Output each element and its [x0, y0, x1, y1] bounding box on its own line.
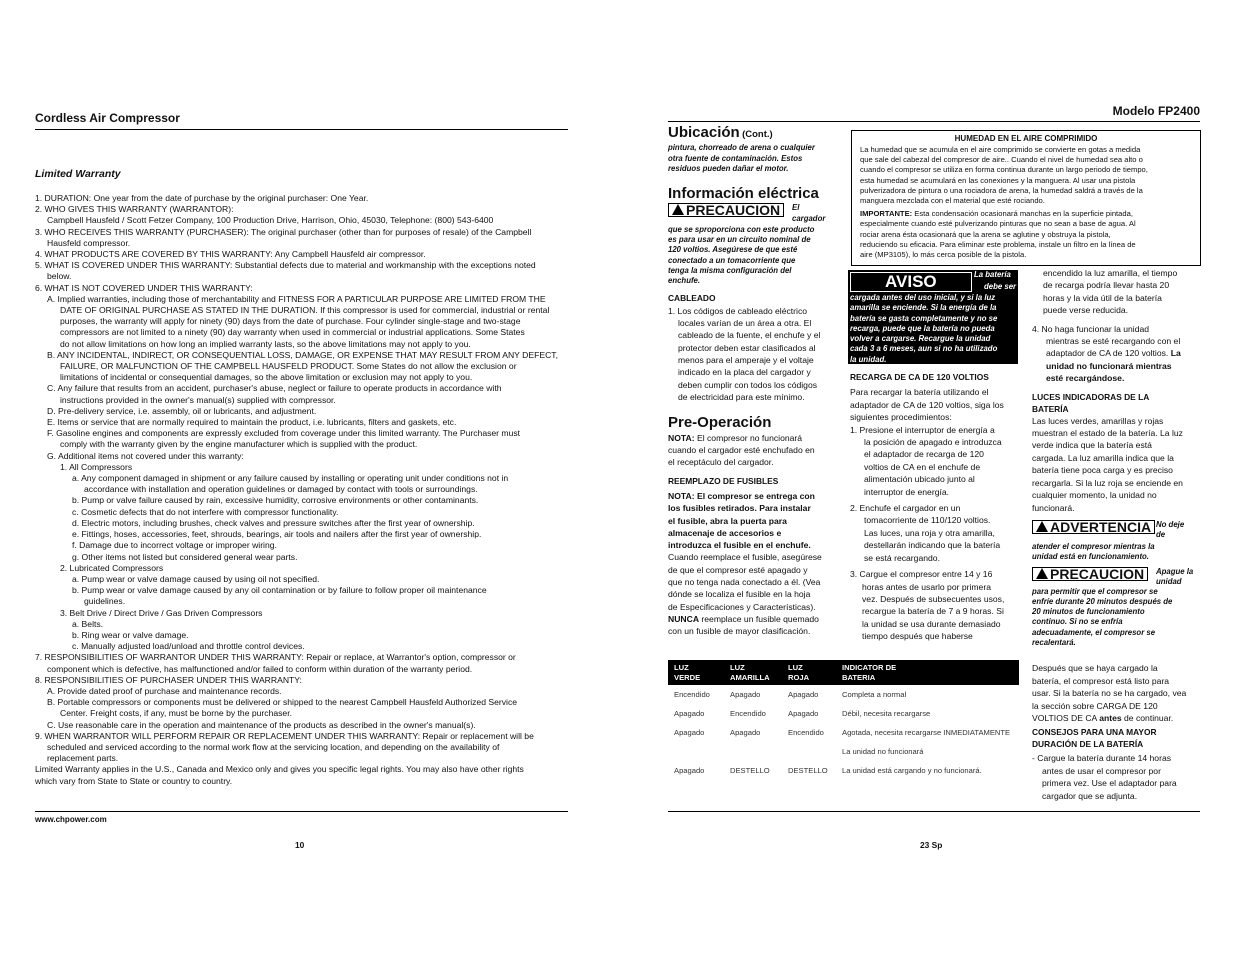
consejos-title: CONSEJOS PARA UNA MAYOR DURACIÓN DE LA BATERÍA	[1032, 727, 1157, 750]
recarga-step-2: 2. Enchufe el cargador en un tomacorriente de 110/120 voltios. Las luces, una roja y otra amarilla, destellarán indicando que la batería se está recargando.	[850, 503, 1001, 563]
warranty-line: 4. WHAT PRODUCTS ARE COVERED BY THIS WARRANTY: Any Campbell Hausfeld air compressor.	[35, 249, 426, 260]
warranty-line: below.	[47, 271, 72, 282]
aviso-text: cargada antes del uso inicial, y si la luz amarilla se enciende. Si la energía de la batería se gasta completamente y no se recarga, puede que la batería no pueda volver a cargarse. Recargue la unidad cada 3 a 6 meses, aun si no ha utilizado la unidad.	[850, 293, 998, 364]
recarga-title: RECARGA DE CA DE 120 VOLTIOS	[850, 372, 989, 382]
table-header-amarilla: LUZ AMARILLA	[724, 660, 782, 685]
luces-title: LUCES INDICADORAS DE LA BATERÍA	[1032, 391, 1150, 414]
warranty-line: 6. WHAT IS NOT COVERED UNDER THIS WARRANTY:	[35, 282, 253, 293]
table-header-row	[668, 660, 1019, 685]
warranty-line: Hausfeld compressor.	[47, 237, 131, 248]
table-header-indicator: INDICATOR DE BATERIA	[836, 660, 1019, 685]
col3-step-4: 4. No haga funcionar la unidad mientras se esté recargando con el adaptador de CA de 120 voltios. La unidad no funcionará mientras esté recargándose.	[1032, 323, 1181, 384]
col3-top-text: encendido la luz amarilla, el tiempo de recarga podría llevar hasta 20 horas y la vida útil de la batería puede verse reducida.	[1043, 268, 1178, 316]
warranty-line: e. Fittings, hoses, accessories, feet, shrouds, bearings, air tools and nailers after the first year of ownership.	[72, 529, 482, 540]
precaucion-1-row: PRECAUCION El cargador	[668, 203, 838, 225]
right-page-number: 23 Sp	[920, 840, 943, 850]
footer-url: www.chpower.com	[35, 815, 107, 824]
warranty-line: instructions provided in the owner's manual(s) supplied with compressor.	[60, 394, 336, 405]
table-header-verde: LUZ VERDE	[668, 660, 724, 685]
table-cell: Apagado	[674, 709, 705, 718]
info-electrica-title: Información eléctrica	[668, 185, 819, 203]
table-cell: DESTELLO	[788, 766, 828, 775]
warranty-line: A. Provide dated proof of purchase and maintenance records.	[47, 685, 282, 696]
column-1	[668, 124, 838, 638]
warranty-line: a. Belts.	[72, 618, 104, 629]
warranty-line: D. Pre-delivery service, i.e. assembly, oil or lubricants, and adjustment.	[47, 405, 317, 416]
table-row	[668, 742, 1019, 761]
warning-icon	[1036, 521, 1048, 532]
humedad-box	[851, 130, 1201, 266]
table-cell: Completa a normal	[842, 690, 907, 699]
warranty-line: 9. WHEN WARRANTOR WILL PERFORM REPAIR OR REPLACEMENT UNDER THIS WARRANTY: Repair or replacement will be	[35, 730, 534, 741]
table-cell: Apagado	[730, 728, 761, 737]
table-cell: Apagado	[730, 690, 761, 699]
warning-icon	[672, 204, 684, 215]
warranty-line: replacement parts.	[47, 753, 119, 764]
table-cell	[782, 742, 836, 761]
warranty-line: F. Gasoline engines and components are expressly excluded from coverage under this limited warranty. The Purchaser must	[47, 428, 521, 439]
recarga-step-3: 3. Cargue el compresor entre 14 y 16 horas antes de usarlo por primera vez. Después de subsecuentes usos, recargue la batería de 7 a 9 horas. Si la unidad se usa durante demasiado tiempo después que haberse	[850, 569, 1005, 642]
warranty-line: B. Portable compressors or components must be delivered or shipped to the nearest Campbell Hausfeld Authorized Service	[47, 697, 518, 708]
warranty-line: a. Any component damaged in shipment or any failure caused by installing or operating unit under conditions not in	[72, 473, 509, 484]
fusibles-title: REEMPLAZO DE FUSIBLES	[668, 475, 779, 486]
warranty-line: accordance with installation and operation guidelines or damaged by contact with tools or surroundings.	[84, 484, 478, 495]
warranty-line: 1. All Compressors	[60, 461, 133, 472]
table-row	[668, 704, 1019, 723]
warranty-line: FAILURE, OR MALFUNCTION OF THE CAMPBELL HAUSFELD PRODUCT. Some States do not allow the exclusion or	[60, 361, 517, 372]
right-header-title: Modelo FP2400	[1112, 104, 1200, 118]
table-cell: DESTELLO	[730, 766, 770, 775]
warranty-line: B. ANY INCIDENTAL, INDIRECT, OR CONSEQUENTIAL LOSS, DAMAGE, OR EXPENSE THAT MAY RESULT FROM ANY DEFECT,	[47, 349, 558, 360]
humedad-text: La humedad que se acumula en el aire comprimido se convierte en gotas a medida que sale del cabezal del compresor de aire.. Cuando el nivel de humedad sea alto o cuando el compresor se utiliza en forma continua durante un largo periodo de tiempo, esta humedad se acumulará en las conexiones y la manguera. Al usar una pistola pulverizadora de pintura o una rociadora de arena, la humedad saldrá a través de la manguera mezclada con el material que esté rociando. IMPORTANTE: Esta condensación ocasionará manchas en la superficie pintada, especialmente cuando esté pulverizando pinturas que no sean a base de agua. Al rociar arena ésta ocasionará que la arena se aglutine y obstruya la pistola, reduciendo su eficacia. Para eliminar este problema, instale un filtro en la línea de aire (MP3105), lo más cerca posible de la pistola.	[860, 145, 1148, 260]
table-cell	[668, 742, 724, 761]
ubicacion-title: Ubicación	[668, 124, 740, 141]
warranty-line: E. Items or service that are normally required to maintain the product, i.e. lubricants, filters and gaskets, etc.	[47, 417, 457, 428]
table-cell: La unidad está cargando y no funcionará.	[842, 766, 982, 775]
fusibles-text: NOTA: El compresor se entrega con los fusibles retirados. Para instalar el fusible, abra la puerta para almacenaje de accesorios e introduzca el fusible en el enchufe. Cuando reemplace el fusible, asegúrese de que el compresor esté apagado y que no tenga nada conectado a él. (Vea dónde se localiza el fusible en la hoja de Especificaciones y Características). NUNCA reemplace un fusible quemado con un fusible de mayor clasificación.	[668, 490, 822, 637]
table-header-roja: LUZ ROJA	[782, 660, 836, 685]
warranty-line: 3. WHO RECEIVES THIS WARRANTY (PURCHASER): The original purchaser (other than for purposes of resale) of the Campbell	[35, 226, 532, 237]
warranty-line: f. Damage due to incorrect voltage or improper wiring.	[72, 540, 277, 551]
left-header-rule	[35, 129, 568, 130]
warranty-line: 2. Lubricated Compressors	[60, 562, 164, 573]
table-cell: Agotada, necesita recargarse INMEDIATAMENTE	[842, 728, 1011, 737]
column-2	[850, 371, 1022, 643]
warranty-line: compressors are not limited to a ninety (90) day warranty when used in commercial or industrial applications. Some States	[60, 327, 525, 338]
right-footer-rule	[668, 811, 1200, 812]
table-cell: Encendido	[730, 709, 766, 718]
preop-nota: NOTA: El compresor no funcionará cuando el cargador esté enchufado en el receptáculo del cargador.	[668, 432, 815, 468]
precaucion-2-row: PRECAUCION Apague la unidad	[1032, 567, 1200, 587]
warranty-line: b. Pump or valve failure caused by rain, excessive humidity, corrosive environments or other contaminants.	[72, 495, 479, 506]
warranty-line: C. Any failure that results from an accident, purchaser's abuse, neglect or failure to operate products in accordance with	[47, 383, 502, 394]
warranty-list	[35, 193, 568, 787]
warranty-title: Limited Warranty	[35, 168, 121, 180]
right-page	[668, 0, 1200, 954]
precaucion-2-text: para permitir que el compresor se enfríe durante 20 minutos después de 20 minutos de funcionamiento continuo. Si no se enfría adecuadamente, el compresor se recalentará.	[1032, 586, 1173, 647]
warranty-line: which vary from State to State or country to country.	[35, 775, 233, 786]
warranty-line: 5. WHAT IS COVERED UNDER THIS WARRANTY: Substantial defects due to material and workmanship with the exceptions noted	[35, 260, 536, 271]
precaucion-badge-1: PRECAUCION	[668, 203, 784, 217]
table-row	[668, 761, 1019, 780]
left-page	[35, 0, 568, 954]
warranty-line: guidelines.	[84, 596, 126, 607]
warranty-line: limitations of incidental or consequential damages, so the above limitation or exclusion may not apply to you.	[60, 372, 473, 383]
warranty-line: scheduled and serviced according to the normal work flow at the servicing location, and depending on the availability of	[47, 741, 500, 752]
warranty-line: g. Other items not listed but considered general wear parts.	[72, 551, 298, 562]
warranty-line: 7. RESPONSIBILITIES OF WARRANTOR UNDER THIS WARRANTY: Repair or replace, at Warrantor's option, compressor or	[35, 652, 516, 663]
cableado-title: CABLEADO	[668, 293, 716, 304]
warranty-line: b. Pump wear or valve damage caused by any oil contamination or by failure to follow proper oil maintenance	[72, 585, 487, 596]
warranty-line: a. Pump wear or valve damage caused by using oil not specified.	[72, 573, 320, 584]
humedad-title: HUMEDAD EN EL AIRE COMPRIMIDO	[954, 134, 1098, 143]
aviso-badge: AVISO	[850, 272, 972, 292]
warranty-line: 3. Belt Drive / Direct Drive / Gas Driven Compressors	[60, 607, 263, 618]
warning-icon	[1036, 568, 1048, 579]
warranty-line: Limited Warranty applies in the U.S., Canada and Mexico only and gives you specific legal rights. You may also have other rights	[35, 764, 524, 775]
advertencia-badge: ADVERTENCIA	[1032, 520, 1155, 534]
table-row	[668, 685, 1019, 704]
consejos-text: - Cargue la batería durante 14 horas antes de usar el compresor por primera vez. Use el adaptador para cargador que se adjunta.	[1032, 753, 1177, 801]
warranty-line: b. Ring wear or valve damage.	[72, 629, 189, 640]
warranty-line: comply with the warranty given by the engine manufacturer which is supplied with the product.	[60, 439, 418, 450]
warranty-line: component which is defective, has malfunctioned and/or failed to conform within duration of the warranty period.	[47, 663, 473, 674]
precaucion-badge-2: PRECAUCION	[1032, 567, 1148, 581]
warranty-line: c. Cosmetic defects that do not interfere with compressor functionality.	[72, 506, 339, 517]
table-row	[668, 723, 1019, 742]
warranty-line: d. Electric motors, including brushes, check valves and pressure switches after the first year of ownership.	[72, 517, 475, 528]
advertencia-row: ADVERTENCIA No deje de	[1032, 520, 1200, 542]
warranty-line: A. Implied warranties, including those of merchantability and FITNESS FOR A PARTICULAR PURPOSE ARE LIMITED FROM THE	[47, 293, 546, 304]
left-page-number: 10	[295, 840, 305, 850]
left-header-title: Cordless Air Compressor	[35, 111, 180, 125]
warranty-line: Center. Freight costs, if any, must be borne by the purchaser.	[60, 708, 292, 719]
warranty-line: DATE OF ORIGINAL PURCHASE AS STATED IN THE DURATION. If this compressor is used for commercial, industrial or rental	[60, 305, 550, 316]
recarga-text: Para recargar la batería utilizando el adaptador de CA de 120 voltios, siga los siguientes procedimientos:	[850, 387, 1004, 423]
ubicacion-cont: (Cont.)	[742, 129, 773, 140]
warranty-line: c. Manually adjusted load/unload and throttle control devices.	[72, 641, 305, 652]
table-cell: Débil, necesita recargarse	[842, 709, 931, 718]
aviso-box: AVISO La batería debe ser cargada antes del uso inicial, y si la luz amarilla se enciende. Si la energía de la batería se gasta completamente y no se recarga, puede que la batería no pueda volver a cargarse. Recargue la unidad cada 3 a 6 meses, aun si no ha utilizado la unidad.	[850, 270, 1017, 364]
column-3	[1032, 267, 1200, 802]
left-footer-rule	[35, 811, 568, 812]
cableado-text: 1. Los códigos de cableado eléctrico locales varían de un área a otra. El cableado de la fuente, el enchufe y el protector deben estar clasificados al menos para el amperaje y el voltaje indicado en la placa del cargador y deben cumplir con todos los códigos de electricidad para este mínimo.	[668, 305, 821, 402]
warranty-line: 8. RESPONSIBILITIES OF PURCHASER UNDER THIS WARRANTY:	[35, 674, 302, 685]
warranty-line: Campbell Hausfeld / Scott Fetzer Company, 100 Production Drive, Harrison, Ohio, 45030, Telephone: (800) 543-6400	[47, 215, 494, 226]
warranty-line: 1. DURATION: One year from the date of purchase by the original purchaser: One Year.	[35, 193, 369, 203]
table-cell: Apagado	[674, 766, 705, 775]
table-cell: Apagado	[788, 709, 819, 718]
advertencia-text: atender el compresor mientras la unidad está en funcionamiento.	[1032, 541, 1155, 562]
warranty-line: do not allow limitations on how long an implied warranty lasts, so the above limitations may not apply to you.	[60, 338, 471, 349]
ubicacion-text: pintura, chorreado de arena o cualquier otra fuente de contaminación. Estos residuos pueden dañar el motor.	[668, 143, 815, 173]
battery-indicator-table	[668, 660, 1019, 780]
table-cell: Encendido	[788, 728, 824, 737]
luces-text: Las luces verdes, amarillas y rojas muestran el estado de la batería. La luz verde indica que la batería está cargada. La luz amarilla indica que la batería tiene poca carga y es preciso recargarla. Si la luz roja se enciende en cualquier momento, la unidad no funcionará.	[1032, 415, 1183, 513]
right-header-rule	[668, 121, 1200, 122]
warranty-line: G. Additional items not covered under this warranty:	[47, 450, 244, 461]
precaucion-1-text: que se sproporciona con este producto es para usar en un circuito nominal de 120 voltios. Asegúrese de que esté conectado a un tomacorriente que tenga la misma configuración del enchufe.	[668, 224, 815, 286]
table-cell: Apagado	[674, 728, 705, 737]
table-cell: La unidad no funcionará	[842, 747, 924, 756]
despues-text: Después que se haya cargado la batería, el compresor está listo para usar. Si la batería no se ha cargado, vea la sección sobre CARGA DE 120 VOLTIOS DE CA antes de continuar.	[1032, 663, 1187, 723]
preoperacion-title: Pre-Operación	[668, 414, 772, 432]
table-cell: Encendido	[674, 690, 710, 699]
table-cell	[724, 742, 782, 761]
recarga-step-1: 1. Presione el interruptor de energía a la posición de apagado e introduzca el adaptador de recarga de 120 voltios de CA en el enchufe de alimentación ubicado junto al interruptor de energía.	[850, 424, 1002, 497]
warranty-line: purposes, the warranty will apply for ninety (90) days from the date of purchase. Four cylinder single-stage and two-stage	[60, 316, 521, 327]
table-cell: Apagado	[788, 690, 819, 699]
warranty-line: 2. WHO GIVES THIS WARRANTY (WARRANTOR):	[35, 204, 234, 215]
warranty-line: C. Use reasonable care in the operation and maintenance of the products as described in the owner's manual(s).	[47, 719, 476, 730]
